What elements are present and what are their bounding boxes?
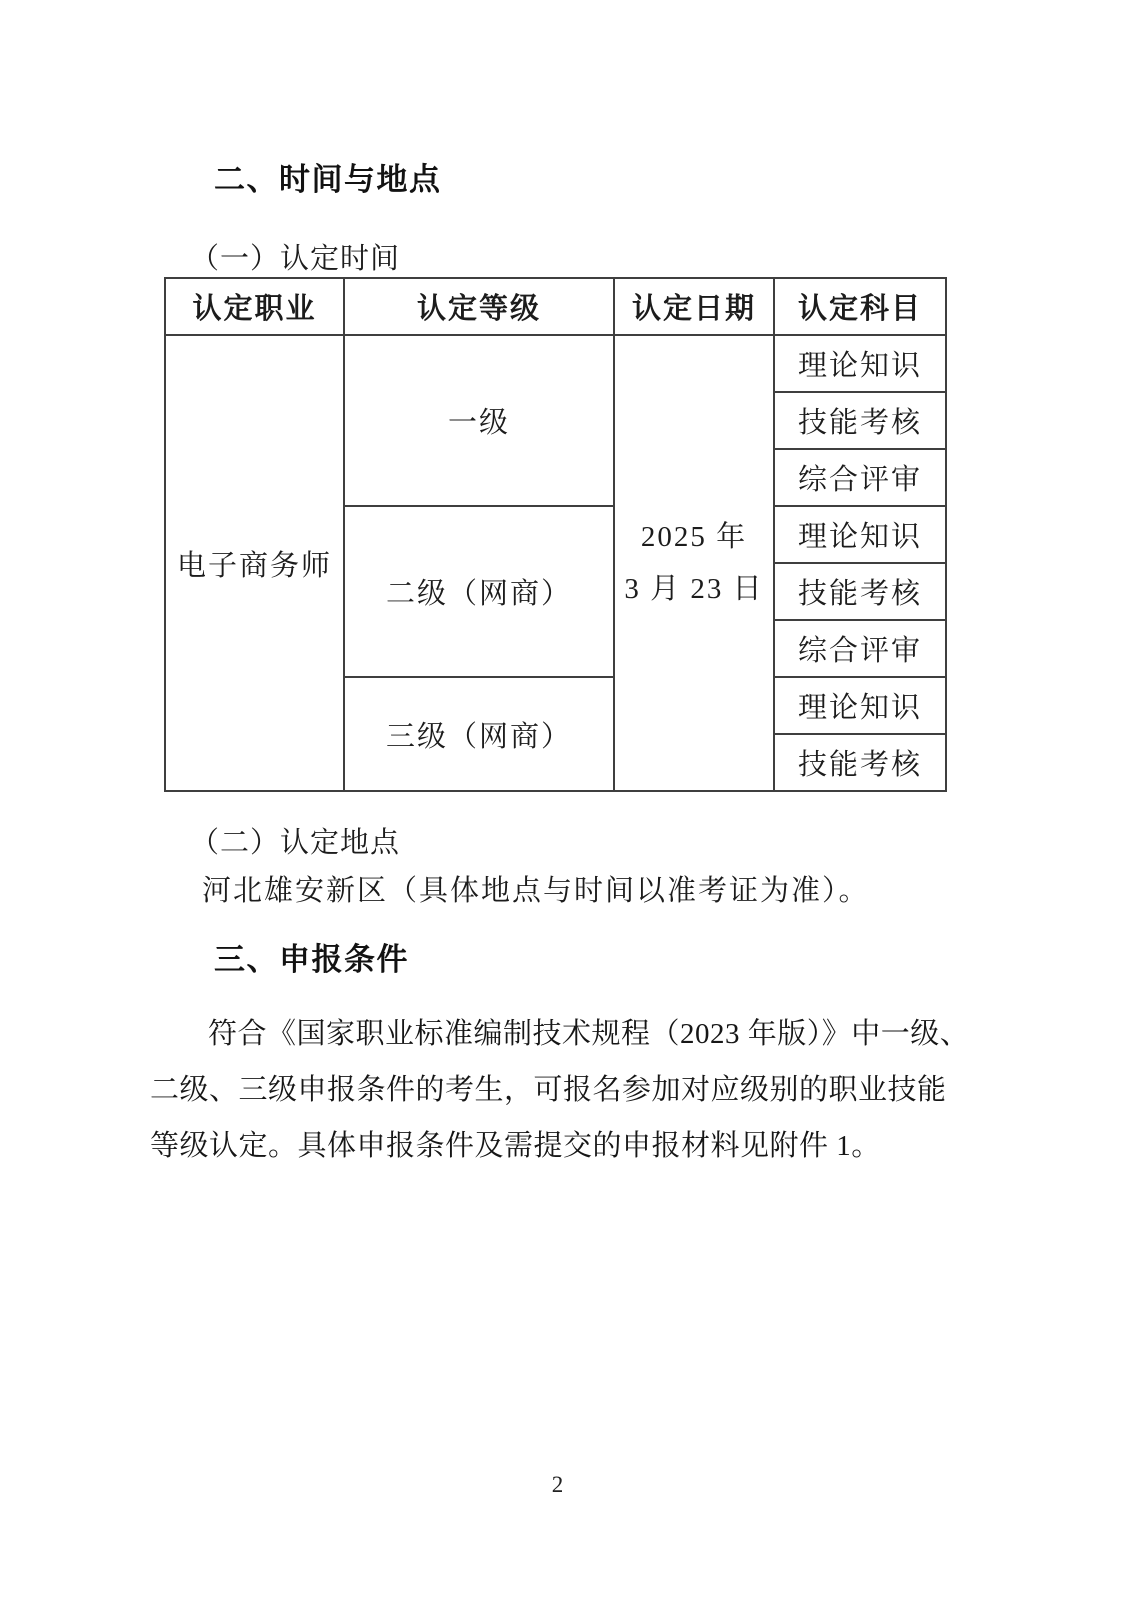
date-cell [614,335,774,791]
subject-cell: 技能考核 [774,563,946,620]
subject-cell: 理论知识 [774,335,946,392]
certification-schedule-table [164,277,947,792]
subject-cell: 综合评审 [774,449,946,506]
subsection-heading-certification-place: （二）认定地点 [190,827,401,859]
certification-place-text: 河北雄安新区（具体地点与时间以准考证为准）。 [202,875,870,907]
paragraph-line: 符合《国家职业标准编制技术规程（2023 年版）》中一级、 [208,1018,970,1050]
table-header-occupation: 认定职业 [165,278,344,335]
table-header-row [165,278,946,335]
level-cell-level2: 二级（网商） [344,506,614,677]
section-heading-time-place: 二、时间与地点 [214,162,442,197]
conditions-paragraph [150,1006,970,1174]
page-number: 2 [551,1472,564,1497]
date-line-year: 2025 年 [640,521,748,553]
level-cell-level3: 三级（网商） [344,677,614,791]
table-header-date: 认定日期 [614,278,774,335]
paragraph-line: 等级认定。具体申报条件及需提交的申报材料见附件 1。 [150,1130,881,1162]
subsection-heading-certification-time: （一）认定时间 [190,243,401,275]
paragraph-line: 二级、三级申报条件的考生，可报名参加对应级别的职业技能 [150,1074,947,1106]
subject-cell: 技能考核 [774,734,946,791]
occupation-cell: 电子商务师 [165,335,344,791]
section-heading-application-conditions: 三、申报条件 [214,942,409,977]
level-cell-level1: 一级 [344,335,614,506]
date-line-day: 3 月 23 日 [624,573,764,605]
subject-cell: 综合评审 [774,620,946,677]
subject-cell: 理论知识 [774,506,946,563]
table-header-level: 认定等级 [344,278,614,335]
table-row [165,335,946,392]
table-header-subject: 认定科目 [774,278,946,335]
subject-cell: 理论知识 [774,677,946,734]
subject-cell: 技能考核 [774,392,946,449]
